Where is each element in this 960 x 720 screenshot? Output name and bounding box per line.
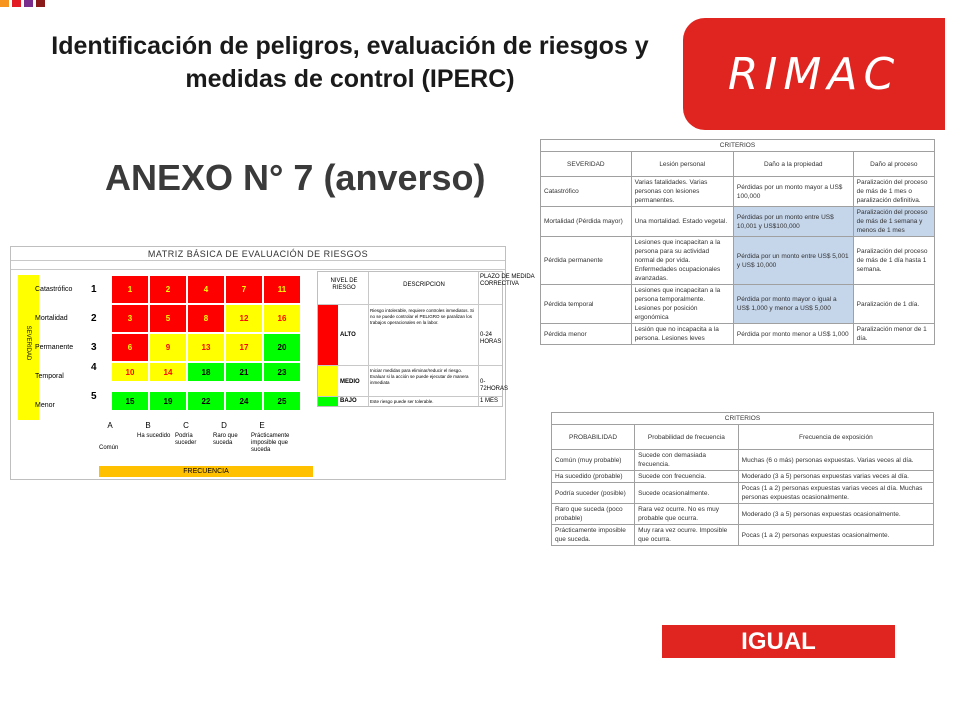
criteria-header: PROBABILIDAD bbox=[552, 425, 635, 450]
matrix-cell: 13 bbox=[187, 333, 225, 362]
matrix-cell: 2 bbox=[149, 275, 187, 304]
plazo-header: PLAZO DE MEDIDA CORRECTIVA bbox=[480, 274, 535, 287]
criteria-cell: Sucede con frecuencia. bbox=[635, 471, 739, 483]
bajo-desc: Este riesgo puede ser tolerable. bbox=[370, 399, 434, 404]
medio-desc: Iniciar medidas para eliminar/reducir el riesgo. Evaluar si la acción se puede ejecutar de manera inmediata bbox=[370, 368, 469, 385]
matrix-cell: 22 bbox=[187, 391, 225, 411]
frequency-column-label: Prácticamente imposible que suceda bbox=[251, 433, 290, 453]
matrix-cell: 1 bbox=[111, 275, 149, 304]
matrix-cell: 8 bbox=[187, 304, 225, 333]
matrix-cell: 11 bbox=[263, 275, 301, 304]
criteria-header: Daño a la propiedad bbox=[733, 152, 853, 177]
frequency-column-label: Podría suceder bbox=[175, 433, 197, 446]
matrix-cell: 19 bbox=[149, 391, 187, 411]
severity-row-label: Catastrófico bbox=[35, 286, 73, 293]
orange-square bbox=[0, 0, 9, 7]
bajo-plazo: 1 MES bbox=[480, 398, 499, 404]
bajo-label: BAJO bbox=[340, 398, 357, 404]
criteria-cell: Sucede ocasionalmente. bbox=[635, 483, 739, 504]
criteria-cell: Paralización del proceso de más de 1 semana y menos de 1 mes bbox=[853, 207, 934, 237]
bajo-swatch bbox=[318, 397, 338, 406]
alto-desc: Riesgo intolerable, requiere controles inmediatos. Si no se puede controlar el PELIGRO se paralizan los trabajos operacionales en la labor. bbox=[370, 308, 475, 325]
criteria-cell: Podría suceder (posible) bbox=[552, 483, 635, 504]
slide-title: Identificación de peligros, evaluación de riesgos y medidas de control (IPERC) bbox=[51, 32, 649, 93]
severity-row-label: Menor bbox=[35, 402, 55, 409]
severity-row-label: Temporal bbox=[35, 373, 64, 380]
matrix-cell: 21 bbox=[225, 362, 263, 382]
criteria-cell: Lesiones que incapacitan a la persona para su actividad normal de por vida. Enfermedades ocupacionales avanzadas. bbox=[631, 237, 733, 285]
criteria-cell: Pérdida por monto menor a US$ 1,000 bbox=[733, 324, 853, 345]
criteria-cell: Pocas (1 a 2) personas expuestas varias veces al día. Muchas personas expuestas ocasionalmente. bbox=[738, 483, 933, 504]
criteria-cell: Pérdida permanente bbox=[541, 237, 632, 285]
criteria-cell: Sucede con demasiada frecuencia. bbox=[635, 450, 739, 471]
criteria-cell: Mortalidad (Pérdida mayor) bbox=[541, 207, 632, 237]
frequency-column-label: Ha sucedido bbox=[137, 433, 171, 439]
matrix-cell: 7 bbox=[225, 275, 263, 304]
medio-label: MEDIO bbox=[340, 379, 360, 385]
desc-header: DESCRIPCION bbox=[403, 282, 445, 288]
frequency-letter: E bbox=[259, 420, 265, 430]
severity-row-label: Permanente bbox=[35, 344, 74, 351]
matrix-cell: 15 bbox=[111, 391, 149, 411]
severity-criteria-table bbox=[540, 139, 935, 345]
criteria-title: CRITERIOS bbox=[541, 140, 935, 152]
criteria-cell: Paralización del proceso de más de 1 día hasta 1 semana. bbox=[853, 237, 934, 285]
criteria-cell: Muchas (6 o más) personas expuestas. Varias veces al día. bbox=[738, 450, 933, 471]
risk-level-table bbox=[317, 271, 535, 407]
criteria-cell: Paralización de 1 día. bbox=[853, 285, 934, 324]
probability-criteria-table bbox=[551, 412, 934, 546]
criteria-title: CRITERIOS bbox=[552, 413, 934, 425]
matrix-cell: 9 bbox=[149, 333, 187, 362]
criteria-cell: Paralización del proceso de más de 1 mes o paralización definitiva. bbox=[853, 177, 934, 207]
nivel-header: NIVEL DE RIESGO bbox=[330, 278, 358, 291]
alto-label: ALTO bbox=[340, 332, 356, 338]
criteria-cell: Rara vez ocurre. No es muy probable que ocurra. bbox=[635, 504, 739, 525]
frequency-letter: D bbox=[221, 420, 227, 430]
matrix-cell: 23 bbox=[263, 362, 301, 382]
criteria-cell: Pérdidas por un monto mayor a US$ 100,000 bbox=[733, 177, 853, 207]
matrix-cell: 14 bbox=[149, 362, 187, 382]
criteria-cell: Común (muy probable) bbox=[552, 450, 635, 471]
severity-row-number: 1 bbox=[91, 284, 97, 295]
criteria-cell: Lesiones que incapacitan a la persona temporalmente. Lesiones por posición ergonómica bbox=[631, 285, 733, 324]
risk-matrix bbox=[10, 246, 535, 480]
severity-row-number: 3 bbox=[91, 342, 97, 353]
matrix-cell: 17 bbox=[225, 333, 263, 362]
criteria-cell: Pocas (1 a 2) personas expuestas ocasionalmente. bbox=[738, 525, 933, 546]
matrix-title: MATRIZ BÁSICA DE EVALUACIÓN DE RIESGOS bbox=[147, 249, 369, 259]
matrix-cell: 3 bbox=[111, 304, 149, 333]
severity-label: SEVERIDAD bbox=[25, 325, 31, 361]
matrix-cell: 12 bbox=[225, 304, 263, 333]
matrix-cell: 16 bbox=[263, 304, 301, 333]
alto-plazo: 0-24 HORAS bbox=[480, 332, 502, 345]
alto-swatch bbox=[318, 305, 338, 365]
criteria-cell: Ha sucedido (probable) bbox=[552, 471, 635, 483]
rimac-logo bbox=[683, 18, 945, 130]
criteria-cell: Lesión que no incapacita a la persona. Lesiones leves bbox=[631, 324, 733, 345]
criteria-header: SEVERIDAD bbox=[541, 152, 632, 177]
criteria-cell: Pérdida por monto mayor o igual a US$ 1,000 y menor a US$ 5,000 bbox=[733, 285, 853, 324]
frequency-letter: B bbox=[145, 420, 151, 430]
frequency-column-label: Raro que suceda bbox=[213, 433, 238, 446]
severity-row-number: 2 bbox=[91, 313, 97, 324]
matrix-cell: 18 bbox=[187, 362, 225, 382]
matrix-cell: 20 bbox=[263, 333, 301, 362]
criteria-cell: Pérdida menor bbox=[541, 324, 632, 345]
criteria-cell: Raro que suceda (poco probable) bbox=[552, 504, 635, 525]
criteria-cell: Pérdida temporal bbox=[541, 285, 632, 324]
criteria-cell: Paralización menor de 1 día. bbox=[853, 324, 934, 345]
severity-row-number: 5 bbox=[91, 391, 97, 402]
criteria-cell: Pérdida por un monto entre US$ 5,001 y US$ 10,000 bbox=[733, 237, 853, 285]
logo-text: RIMAC bbox=[727, 48, 901, 100]
medio-swatch bbox=[318, 366, 338, 396]
matrix-cell: 6 bbox=[111, 333, 149, 362]
criteria-cell: Una mortalidad. Estado vegetal. bbox=[631, 207, 733, 237]
red-square bbox=[12, 0, 21, 7]
severity-row-number: 4 bbox=[91, 362, 97, 373]
criteria-cell: Prácticamente imposible que suceda. bbox=[552, 525, 635, 546]
criteria-header: Daño al proceso bbox=[853, 152, 934, 177]
matrix-cell: 10 bbox=[111, 362, 149, 382]
frequency-column-label: Común bbox=[99, 445, 119, 451]
criteria-header: Frecuencia de exposición bbox=[738, 425, 933, 450]
criteria-cell: Muy rara vez ocurre. Imposible que ocurra. bbox=[635, 525, 739, 546]
criteria-cell: Varias fatalidades. Varias personas con lesiones permanentes. bbox=[631, 177, 733, 207]
anexo-heading: ANEXO N° 7 (anverso) bbox=[105, 157, 486, 198]
darkred-square bbox=[36, 0, 45, 7]
frequency-letter: A bbox=[107, 420, 113, 430]
criteria-header: Probabilidad de frecuencia bbox=[635, 425, 739, 450]
severity-row-label: Mortalidad bbox=[35, 315, 68, 322]
matrix-cell: 5 bbox=[149, 304, 187, 333]
purple-square bbox=[24, 0, 33, 7]
medio-plazo: 0-72HORAS bbox=[480, 379, 509, 392]
matrix-cell: 24 bbox=[225, 391, 263, 411]
criteria-cell: Catastrófico bbox=[541, 177, 632, 207]
criteria-cell: Moderado (3 a 5) personas expuestas ocasionalmente. bbox=[738, 504, 933, 525]
criteria-cell: Moderado (3 a 5) personas expuestas varias veces al día. bbox=[738, 471, 933, 483]
frequency-label: FRECUENCIA bbox=[99, 466, 313, 477]
criteria-header: Lesión personal bbox=[631, 152, 733, 177]
matrix-cell: 25 bbox=[263, 391, 301, 411]
matrix-cell: 4 bbox=[187, 275, 225, 304]
criteria-cell: Pérdidas por un monto entre US$ 10,001 y US$100,000 bbox=[733, 207, 853, 237]
igual-badge: IGUAL bbox=[662, 625, 895, 658]
frequency-letter: C bbox=[183, 420, 189, 430]
